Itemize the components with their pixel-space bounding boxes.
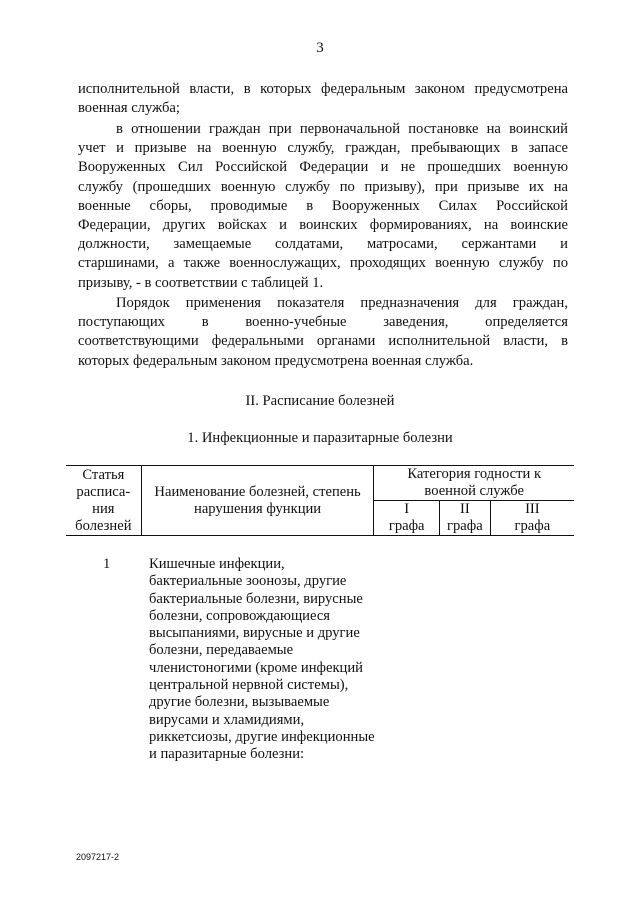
procedure-paragraph xyxy=(78,294,568,371)
text-line: болезни, передаваемые xyxy=(149,642,294,659)
graph-1-header xyxy=(374,501,440,536)
header-text: военной службе xyxy=(424,483,525,499)
text-line: призыву, - в соответствии с таблицей 1. xyxy=(78,274,324,291)
graph-2-header xyxy=(439,501,490,536)
text-line: риккетсиозы, другие инфекционные xyxy=(149,728,375,745)
text-line: соответствующими федеральными органами исполнительной власти, в xyxy=(78,333,568,350)
text-line: поступающих в военно-учебные заведения, определяется xyxy=(78,314,568,331)
graph-label: графа xyxy=(388,518,425,534)
text-line: членистоногими (кроме инфекций xyxy=(149,659,363,676)
subsection-title: 1. Инфекционные и паразитарные болезни xyxy=(187,430,453,446)
graph-numeral: III xyxy=(525,501,540,517)
text-line: Федерации, других войсках и воинских формированиях, на воинские xyxy=(78,216,568,233)
text-line: в отношении граждан при первоначальной постановке на воинский xyxy=(116,121,568,137)
document-code: 2097217-2 xyxy=(76,852,120,862)
text-line: Кишечные инфекции, xyxy=(149,556,285,572)
text-line: которых федеральным законом предусмотрена военная служба. xyxy=(78,352,474,369)
conscription-paragraph xyxy=(78,120,568,293)
text-line: Порядок применения показателя предназначения для граждан, xyxy=(116,295,568,311)
disease-description xyxy=(149,556,409,764)
header-text: нарушения функции xyxy=(194,500,322,517)
text-line: другие болезни, вызываемые xyxy=(149,694,330,711)
article-column-header xyxy=(66,466,141,536)
text-line: должности, замещаемые солдатами, матросами, сержантами и xyxy=(78,236,568,253)
text-line: бактериальные зоонозы, другие xyxy=(149,573,347,590)
text-line: Вооруженных Сил Российской Федерации и не прошедших военную xyxy=(78,159,568,176)
text-line: центральной нервной системы), xyxy=(149,677,349,694)
text-line: болезни, сопровождающиеся xyxy=(149,607,331,624)
text-line: исполнительной власти, в которых федеральным законом предусмотрена xyxy=(78,81,568,97)
header-text: расписа- xyxy=(76,483,131,500)
text-line: старшинами, а также военнослужащих, проходящих военную службу по xyxy=(78,255,568,272)
text-line: службу (прошедших военную службу по призыву), при призыве их на xyxy=(78,178,568,195)
page-number: 3 xyxy=(316,40,324,56)
text-line: военные сборы, проводимые в Вооруженных Силах Российской xyxy=(78,197,568,214)
fitness-category-header xyxy=(374,466,574,501)
graph-3-header xyxy=(490,501,574,536)
article-number: 1 xyxy=(103,556,111,572)
text-line: высыпаниями, вирусные и другие xyxy=(149,625,360,642)
text-line: учет и призыве на военную службу, граждан, пребывающих в запасе xyxy=(78,140,568,157)
text-line: и паразитарные болезни: xyxy=(149,746,305,763)
graph-numeral: I xyxy=(404,501,410,517)
text-line: вирусами и хламидиями, xyxy=(149,711,305,728)
header-text: ния xyxy=(92,500,115,517)
header-text: Наименование болезней, степень xyxy=(154,483,361,500)
header-text: Категория годности к xyxy=(407,466,542,482)
graph-numeral: II xyxy=(459,501,470,517)
graph-label: графа xyxy=(447,518,483,534)
header-text: болезней xyxy=(75,517,132,534)
text-line: бактериальные болезни, вирусные xyxy=(149,590,363,607)
header-text: Статья xyxy=(82,466,125,483)
disease-schedule-table xyxy=(66,465,574,536)
graph-label: графа xyxy=(514,518,551,534)
disease-name-column-header xyxy=(141,466,374,536)
text-line: военная служба; xyxy=(78,100,180,117)
intro-paragraph xyxy=(78,80,568,118)
section-title: II. Расписание болезней xyxy=(245,393,395,409)
